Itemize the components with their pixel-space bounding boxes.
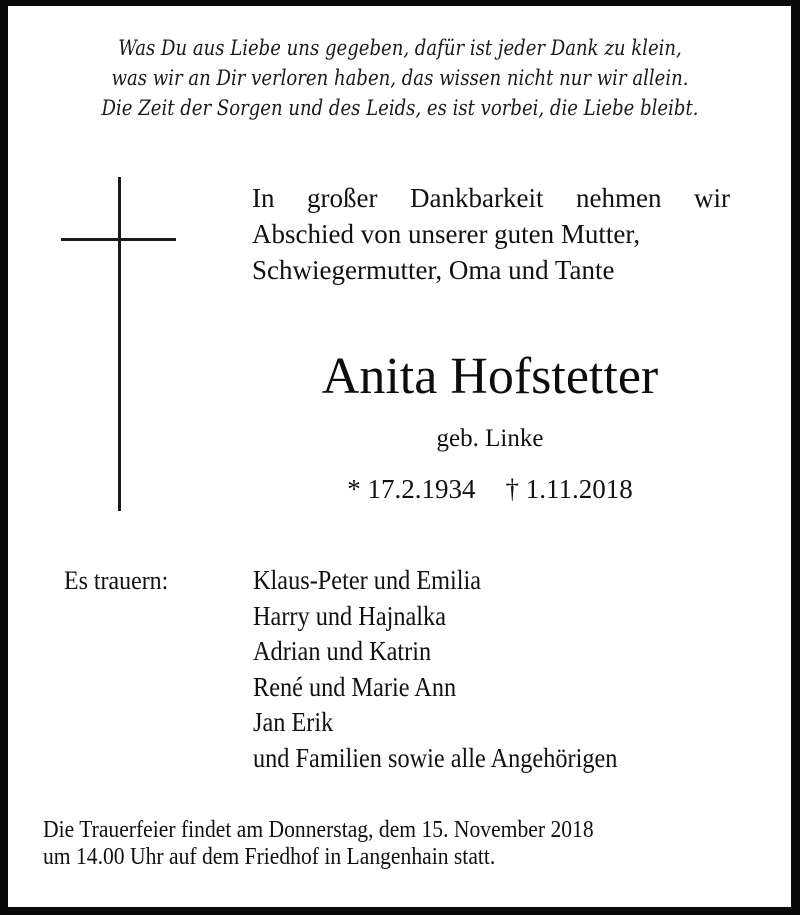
mourner-entry: Klaus-Peter und Emilia bbox=[253, 565, 482, 595]
life-dates bbox=[0, 473, 800, 505]
verse bbox=[0, 33, 800, 123]
funeral-notice bbox=[43, 817, 594, 871]
deceased-name: Anita Hofstetter bbox=[321, 348, 659, 405]
mourner-entry: René und Marie Ann bbox=[253, 671, 457, 702]
intro-line: In großer Dankbarkeit nehmen wir bbox=[252, 183, 730, 213]
cross-horizontal-beam bbox=[61, 238, 176, 241]
mourners-list bbox=[253, 563, 617, 777]
mourner-entry: Harry und Hajnalka bbox=[253, 600, 446, 631]
verse-line: Die Zeit der Sorgen und des Leids, es ist vorbei, die Liebe bleibt. bbox=[101, 96, 699, 120]
verse-line: Was Du aus Liebe uns gegeben, dafür ist jeder Dank zu klein, bbox=[118, 36, 682, 60]
funeral-notice-line: Die Trauerfeier findet am Donnerstag, dem 15. November 2018 bbox=[43, 817, 594, 843]
birth-date: * 17.2.1934 bbox=[347, 474, 476, 504]
maiden-name: geb. Linke bbox=[436, 425, 544, 452]
mourner-entry: Jan Erik bbox=[253, 707, 334, 738]
death-date: † 1.11.2018 bbox=[505, 474, 633, 504]
intro-text bbox=[252, 180, 732, 288]
mourner-entry: und Familien sowie alle Angehörigen bbox=[253, 742, 618, 773]
funeral-notice-line: um 14.00 Uhr auf dem Friedhof in Langenhain statt. bbox=[43, 844, 496, 870]
intro-line: Schwiegermutter, Oma und Tante bbox=[252, 255, 615, 285]
verse-line: was wir an Dir verloren haben, das wissen nicht nur wir allein. bbox=[111, 66, 689, 90]
intro-line: Abschied von unserer guten Mutter, bbox=[252, 219, 641, 249]
mourner-entry: Adrian und Katrin bbox=[253, 636, 432, 667]
cross-vertical-beam bbox=[118, 177, 121, 511]
mourners-label: Es trauern: bbox=[64, 566, 169, 595]
